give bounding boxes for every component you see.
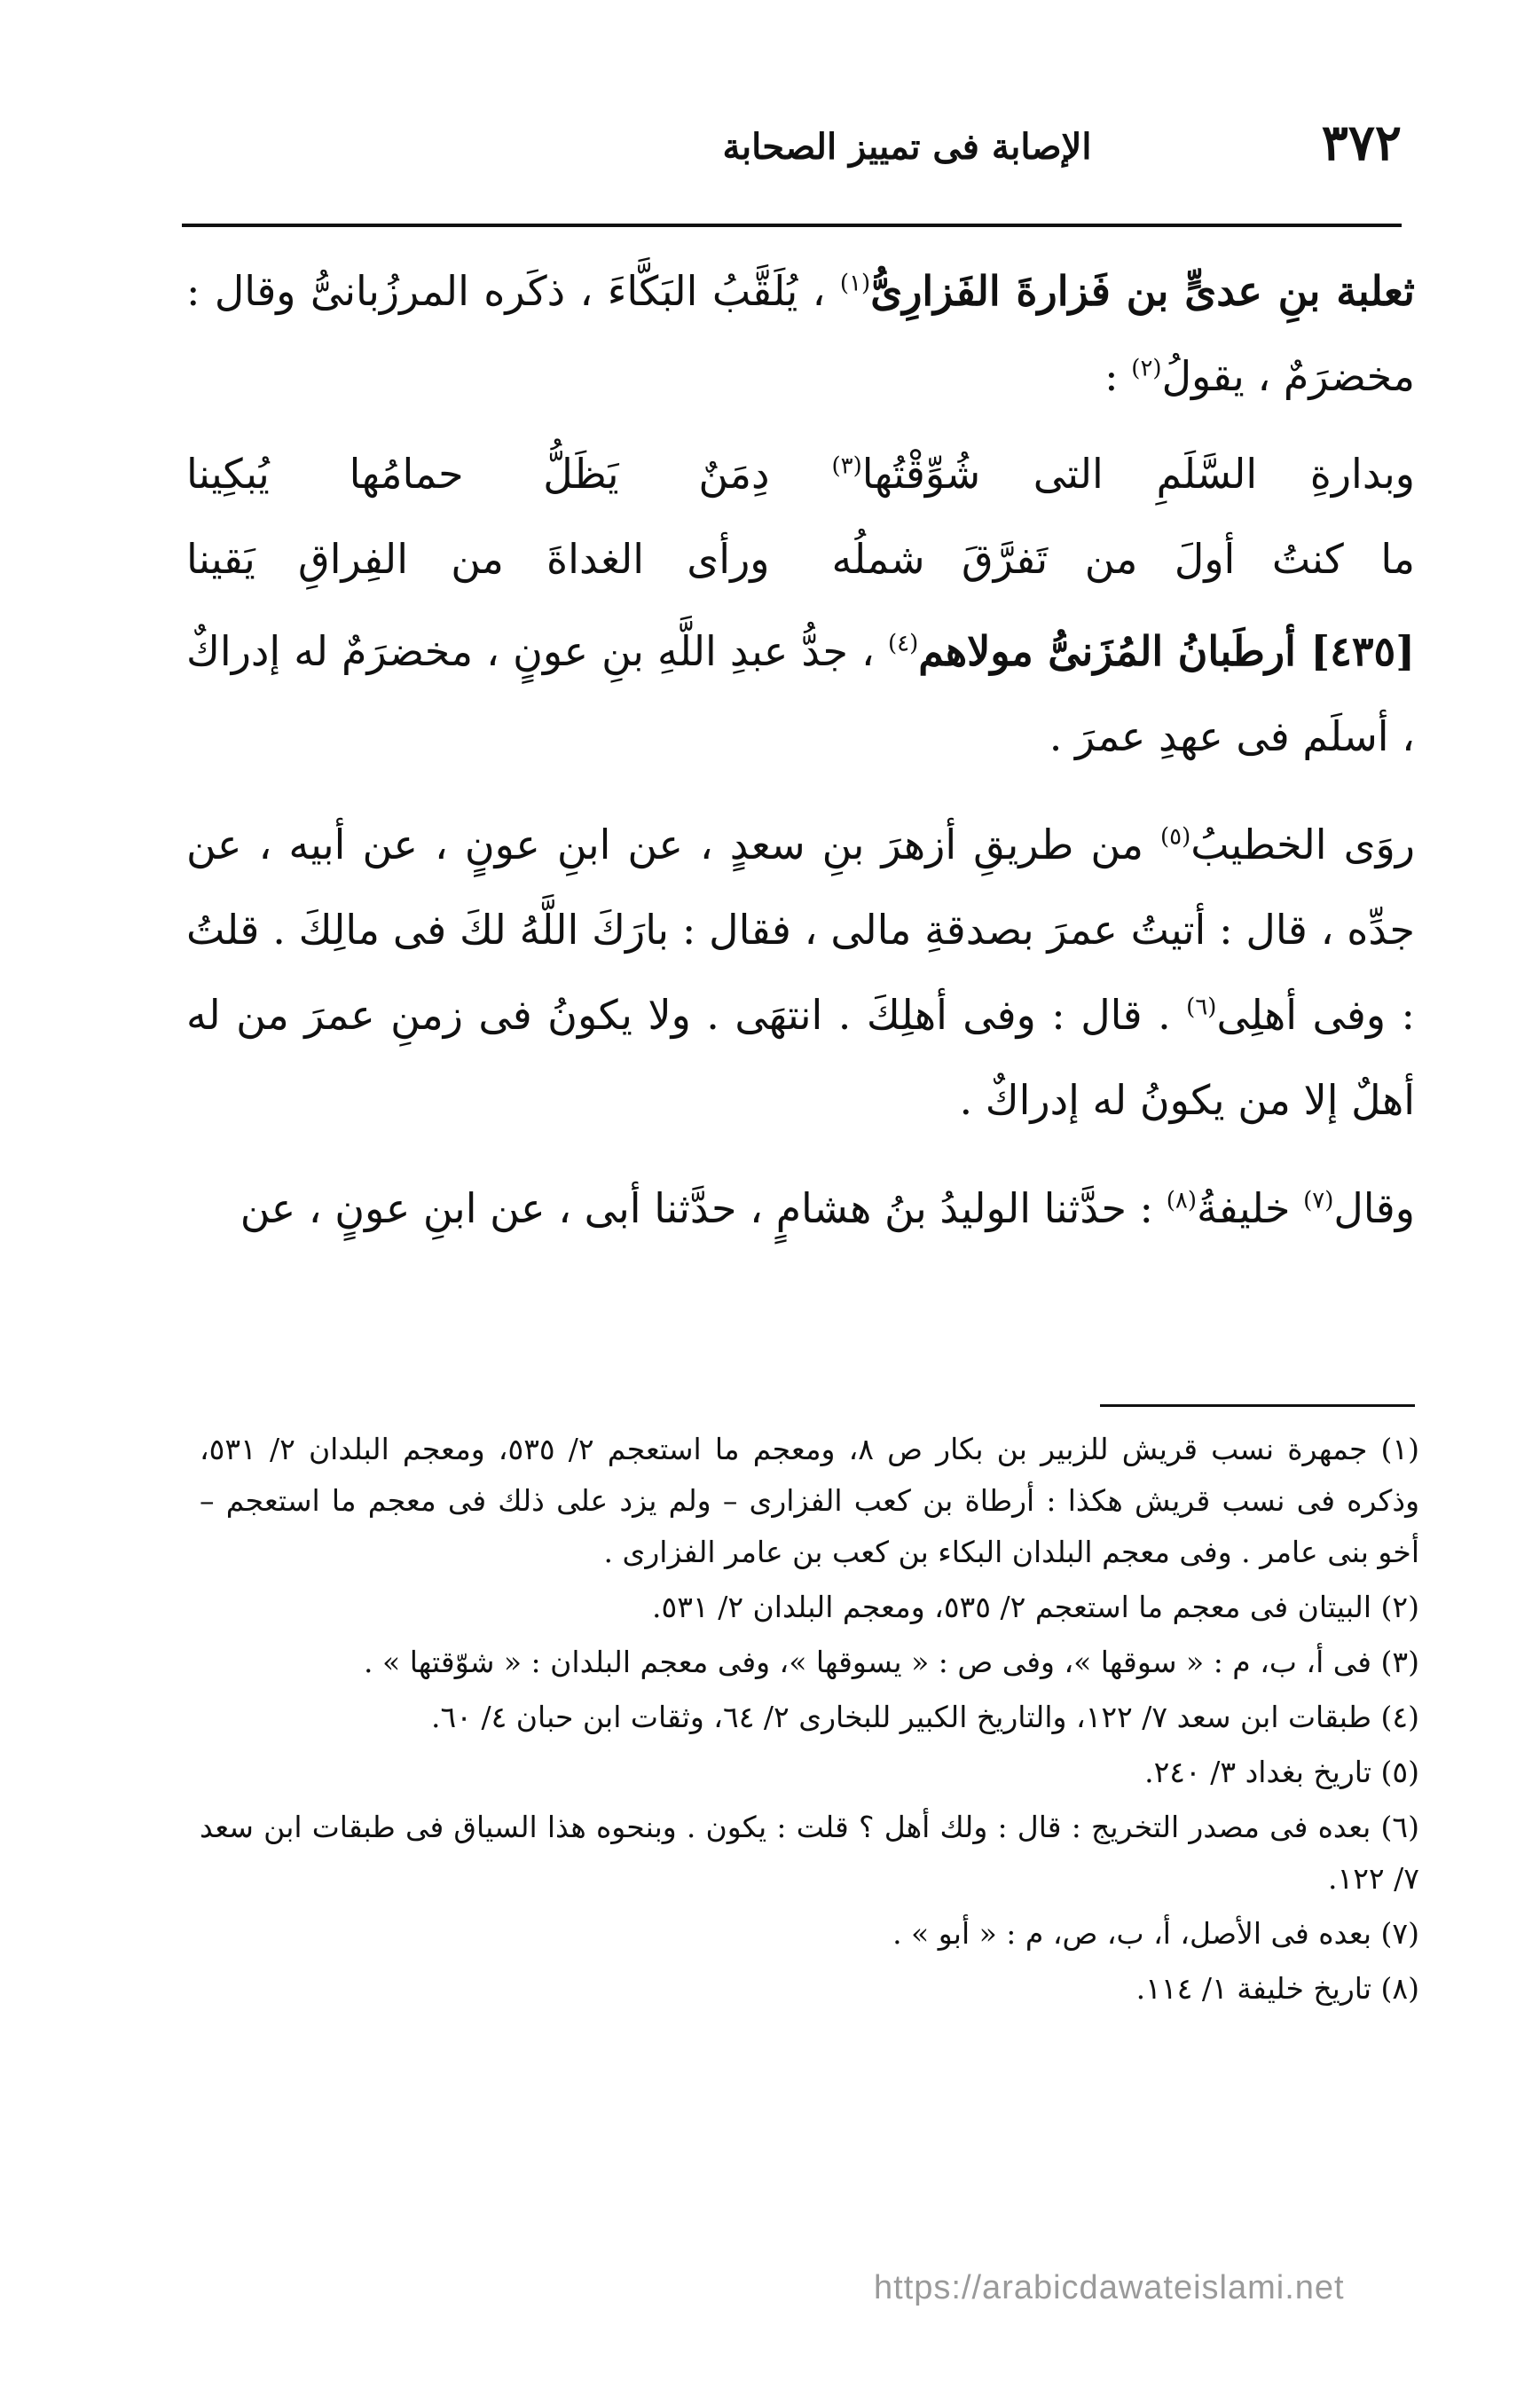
paragraph-gap bbox=[186, 779, 1415, 802]
poem bbox=[186, 431, 1415, 601]
footnote-1: (١) جمهرة نسب قريش للزبير بن بكار ص ٨، ومعجم ما استعجم ٢/ ٥٣٥، ومعجم البلدان ٢/ ٥٣١، وذكره فى نسب قريش هكذا : أرطاة بن كعب الفزارى – ولم يزد على ذلك فى معجم ما استعجم – أخو بنى عامر . وفى معجم البلدان البكاء بن كعب بن عامر الفزارى . bbox=[200, 1432, 1420, 1569]
paragraph-khalifa: وقال$^{(٧)}$ خليفةُ$^{(٨)}$ : حدَّثنا الوليدُ بنُ هشامٍ ، حدَّثنا أبى ، عن ابنِ عونٍ ، عن bbox=[240, 1184, 1415, 1232]
watermark-url: https://arabicdawateislami.net bbox=[874, 2269, 1345, 2306]
running-title: الإصابة فى تمييز الصحابة bbox=[722, 126, 1092, 168]
paragraph-gap bbox=[186, 1143, 1415, 1166]
footnote-ref: (١) bbox=[839, 270, 871, 297]
footnote-4: (٤) طبقات ابن سعد ٧/ ١٢٢، والتاريخ الكبير للبخارى ٢/ ٦٤، وثقات ابن حبان ٤/ ٦٠. bbox=[431, 1700, 1419, 1734]
header-divider bbox=[182, 224, 1402, 227]
footnote-ref: (٣) bbox=[831, 452, 862, 480]
paragraph-khatib: روَى الخطيبُ$^{(٥)}$ من طريقِ أزهرَ بنِ سعدٍ ، عن ابنِ عونٍ ، عن أبيه ، عن جدِّه ، قال : أتيتُ عمرَ بصدقةِ مالى ، فقال : بارَكَ اللَّهُ لكَ فى مالِكَ . قلتُ : وفى أهلِى$^{(٦)}$ . قال : وفى أهلِكَ . انتهَى . ولا يكونُ فى زمنِ عمرَ من له أهلٌ إلا من يكونُ له إدراكٌ . bbox=[186, 821, 1416, 1124]
footnote-5: (٥) تاريخ بغداد ٣/ ٢٤٠. bbox=[1144, 1755, 1419, 1789]
page-number: ٣٧٢ bbox=[1321, 114, 1402, 172]
footnote-3: (٣) فى أ، ب، م : « سوقها »، وفى ص : « يسوقها »، وفى معجم البلدان : « شوّقتها » . bbox=[364, 1645, 1419, 1679]
poem-line-2-second: ورأى الغداةَ من الفِراقِ يَقينا bbox=[186, 535, 770, 583]
footnote-ref: (٥) bbox=[1160, 823, 1191, 851]
footnote-ref: (٢) bbox=[1131, 355, 1162, 382]
footnote-7: (٧) بعده فى الأصل، أ، ب، ص، م : « أبو » . bbox=[892, 1916, 1419, 1951]
poem-line-1-first: وبدارةِ السَّلَمِ التى شُوِّقْتُها$^{(٣)}$ bbox=[831, 450, 1415, 498]
footnotes bbox=[200, 1424, 1419, 2018]
entry-text: ، جدُّ عبدِ اللَّهِ بنِ عونٍ ، مخضرَمٌ له إدراكٌ ، أسلَم فى عهدِ عمرَ . bbox=[186, 627, 1415, 760]
footnote-ref: (٦) bbox=[1186, 994, 1217, 1021]
footnote-8: (٨) تاريخ خليفة ١/ ١١٤. bbox=[1135, 1971, 1419, 2006]
footnote-ref: (٨) bbox=[1166, 1187, 1197, 1214]
footnote-2: (٢) البيتان فى معجم ما استعجم ٢/ ٥٣٥، ومعجم البلدان ٢/ ٥٣١. bbox=[652, 1590, 1419, 1624]
footnote-ref: (٧) bbox=[1303, 1187, 1334, 1214]
entry-name: [٤٣٥] أرطَبانُ المُزَنىُّ مولاهم bbox=[918, 627, 1416, 675]
main-text bbox=[186, 248, 1415, 1251]
entry-thalaba bbox=[186, 248, 1415, 419]
entry-artaban bbox=[186, 609, 1415, 779]
footnote-ref: (٤) bbox=[887, 630, 919, 657]
entry-name: ثعلبة بنِ عدىٍّ بن فَزارةَ الفَزارِىُّ bbox=[870, 267, 1415, 315]
entry-text: ، يُلَقَّبُ البَكَّاءَ ، ذكَره المرزُبانىُّ وقال : مخضرَمٌ ، يقولُ bbox=[186, 267, 1415, 400]
page-header bbox=[182, 114, 1402, 211]
footnote-divider bbox=[1100, 1404, 1415, 1407]
poem-line-2-first: ما كنتُ أولَ من تَفرَّقَ شملُه bbox=[831, 535, 1415, 583]
footnote-6: (٦) بعده فى مصدر التخريج : قال : ولك أهل ؟ قلت : يكون . وبنحوه هذا السياق فى طبقات ابن سعد ٧/ ١٢٢. bbox=[200, 1810, 1419, 1896]
poem-line-1-second: دِمَنٌ يَظَلُّ حمامُها يُبكِينا bbox=[186, 450, 770, 498]
entry-text: : bbox=[1104, 352, 1132, 400]
